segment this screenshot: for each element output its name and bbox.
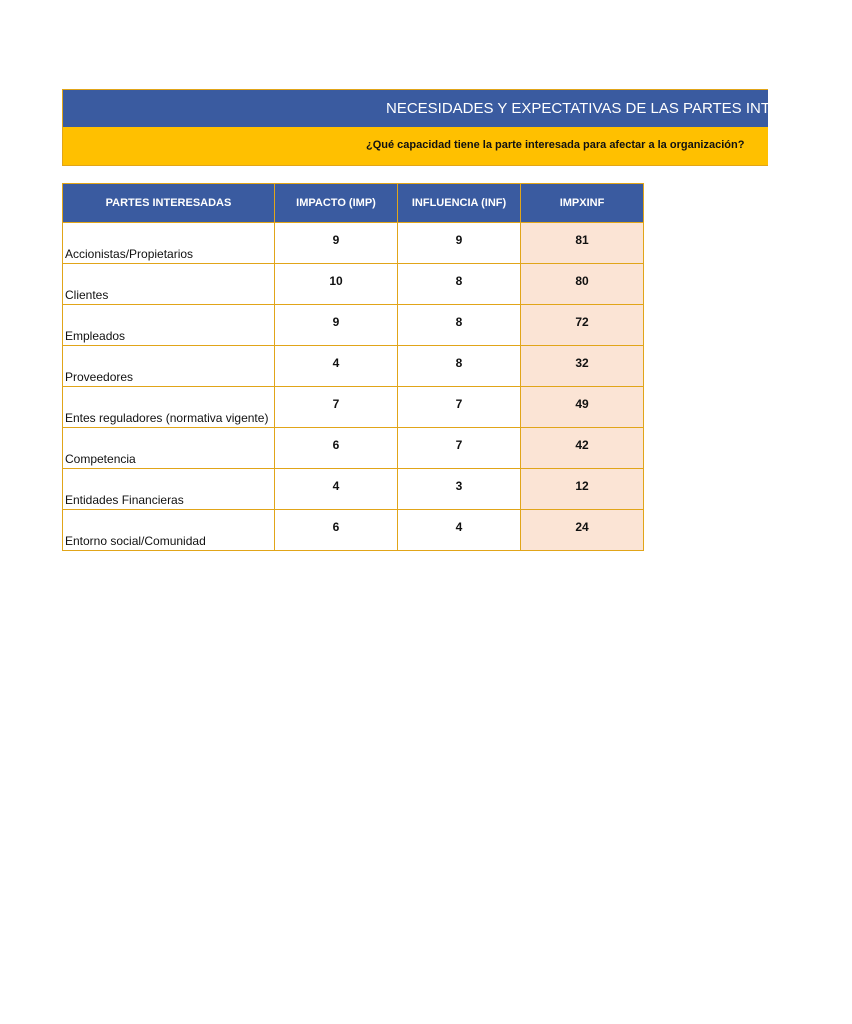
impacto-cell[interactable]: 7	[275, 387, 398, 428]
stakeholder-table	[62, 183, 644, 551]
impxinf-cell[interactable]: 49	[521, 387, 644, 428]
stakeholder-name-cell[interactable]: Competencia	[63, 428, 275, 469]
impxinf-cell[interactable]: 72	[521, 305, 644, 346]
influencia-cell[interactable]: 7	[398, 428, 521, 469]
impacto-cell[interactable]: 4	[275, 346, 398, 387]
stakeholder-name-cell[interactable]: Entorno social/Comunidad	[63, 510, 275, 551]
page-subtitle: ¿Qué capacidad tiene la parte interesada para afectar a la organización?	[366, 139, 745, 151]
impacto-cell[interactable]: 9	[275, 223, 398, 264]
impacto-cell[interactable]: 6	[275, 428, 398, 469]
influencia-cell[interactable]: 8	[398, 264, 521, 305]
page-title: NECESIDADES Y EXPECTATIVAS DE LAS PARTES INTERESADAS	[386, 100, 852, 117]
impxinf-cell[interactable]: 81	[521, 223, 644, 264]
stakeholder-name-cell[interactable]: Empleados	[63, 305, 275, 346]
influencia-cell[interactable]: 3	[398, 469, 521, 510]
table-header-row	[63, 184, 644, 223]
influencia-cell[interactable]: 8	[398, 305, 521, 346]
impxinf-cell[interactable]: 24	[521, 510, 644, 551]
table-row	[63, 305, 644, 346]
table-row	[63, 428, 644, 469]
table-row	[63, 469, 644, 510]
column-header-impxinf: IMPXINF	[521, 184, 644, 223]
table-row	[63, 346, 644, 387]
stakeholder-name-cell[interactable]: Clientes	[63, 264, 275, 305]
column-header-influencia: INFLUENCIA (INF)	[398, 184, 521, 223]
influencia-cell[interactable]: 9	[398, 223, 521, 264]
stakeholder-name-cell[interactable]: Entes reguladores (normativa vigente)	[63, 387, 275, 428]
influencia-cell[interactable]: 7	[398, 387, 521, 428]
impacto-cell[interactable]: 4	[275, 469, 398, 510]
impacto-cell[interactable]: 9	[275, 305, 398, 346]
table-row	[63, 264, 644, 305]
influencia-cell[interactable]: 8	[398, 346, 521, 387]
table-row	[63, 510, 644, 551]
table-row	[63, 223, 644, 264]
impacto-cell[interactable]: 10	[275, 264, 398, 305]
stakeholder-name-cell[interactable]: Entidades Financieras	[63, 469, 275, 510]
impxinf-cell[interactable]: 12	[521, 469, 644, 510]
subtitle-band	[62, 127, 768, 166]
influencia-cell[interactable]: 4	[398, 510, 521, 551]
column-header-impacto: IMPACTO (IMP)	[275, 184, 398, 223]
column-header-partes: PARTES INTERESADAS	[63, 184, 275, 223]
stakeholder-name-cell[interactable]: Accionistas/Propietarios	[63, 223, 275, 264]
impxinf-cell[interactable]: 80	[521, 264, 644, 305]
impacto-cell[interactable]: 6	[275, 510, 398, 551]
impxinf-cell[interactable]: 32	[521, 346, 644, 387]
table-row	[63, 387, 644, 428]
stakeholder-name-cell[interactable]: Proveedores	[63, 346, 275, 387]
title-band	[62, 89, 852, 127]
impxinf-cell[interactable]: 42	[521, 428, 644, 469]
